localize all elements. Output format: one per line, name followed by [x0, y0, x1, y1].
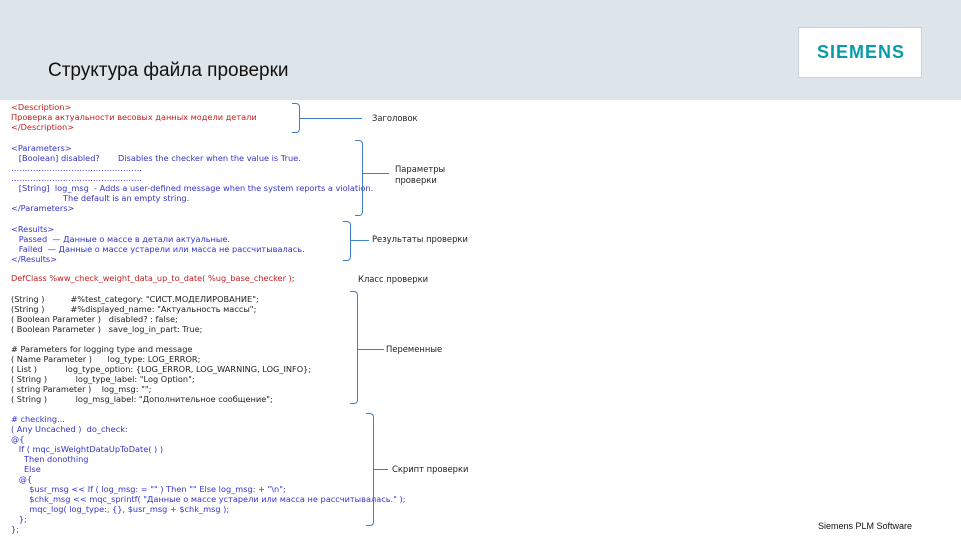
annotation-variables: Переменные	[386, 344, 443, 354]
siemens-logo	[798, 27, 922, 78]
footer-company: Siemens PLM Software	[818, 521, 913, 531]
annotation-class: Класс проверки	[358, 274, 429, 284]
bracket-header-tick	[300, 118, 362, 119]
bracket-variables	[350, 291, 358, 404]
annotation-parameters: Параметры проверки	[395, 164, 446, 185]
code-script-block: # checking... ( Any Uncached ) do_check: @{ If ( mqc_isWeightDataUpToDate( ) ) Then donothing Else @{ $usr_msg << If ( log_msg: = "" ) Then "" Else log_msg: + "\n"; $chk_msg << mqc_sprintf( "Данные о массе устарели или масса не рассчитывалась." ); mqc_log( log_type:, {}, $usr_msg + $chk_msg ); }; };	[11, 414, 406, 534]
annotation-script: Скрипт проверки	[392, 464, 469, 474]
code-results-block: <Results> Passed — Данные о массе в детали актуальные. Failed — Данные о массе устарели или масса не рассчитывалась. </Results>	[11, 224, 305, 264]
bracket-header	[292, 103, 300, 133]
code-parameters-block: <Parameters> [Boolean] disabled? Disables the checker when the value is True. ………………………………………… ………………………………………… [String] log_msg - Adds a user-defined message when the system reports a violation. The default is an empty string. </Parameters>	[11, 143, 374, 213]
code-variables-block: (String ) #%test_category: "СИСТ.МОДЕЛИРОВАНИЕ"; (String ) #%displayed_name: "Актуальность массы"; ( Boolean Parameter ) disabled? : false; ( Boolean Parameter ) save_log_in_part: True; # Parameters for logging type and message ( Name Parameter ) log_type: LOG_ERROR; ( List ) log_type_option: {LOG_ERROR, LOG_WARNING, LOG_INFO}; ( String ) log_type_label: "Log Option"; ( string Parameter ) log_msg: ""; ( String ) log_msg_label: "Дополнительное сообщение";	[11, 294, 312, 404]
annotation-header: Заголовок	[372, 113, 418, 123]
bracket-results	[343, 221, 351, 261]
siemens-logo-text: SIEMENS	[816, 42, 906, 62]
bracket-script-tick	[374, 469, 388, 470]
code-defclass-line: DefClass %ww_check_weight_data_up_to_date( %ug_base_checker );	[11, 273, 295, 283]
slide-title: Структура файла проверки	[48, 60, 289, 81]
bracket-variables-tick	[358, 349, 384, 350]
bracket-script	[366, 413, 374, 526]
bracket-parameters-tick	[363, 173, 389, 174]
code-description-block: <Description> Проверка актуальности весовых данных модели детали </Description>	[11, 102, 257, 132]
annotation-results: Результаты проверки	[372, 234, 468, 244]
bracket-parameters	[355, 140, 363, 216]
bracket-results-tick	[351, 240, 369, 241]
